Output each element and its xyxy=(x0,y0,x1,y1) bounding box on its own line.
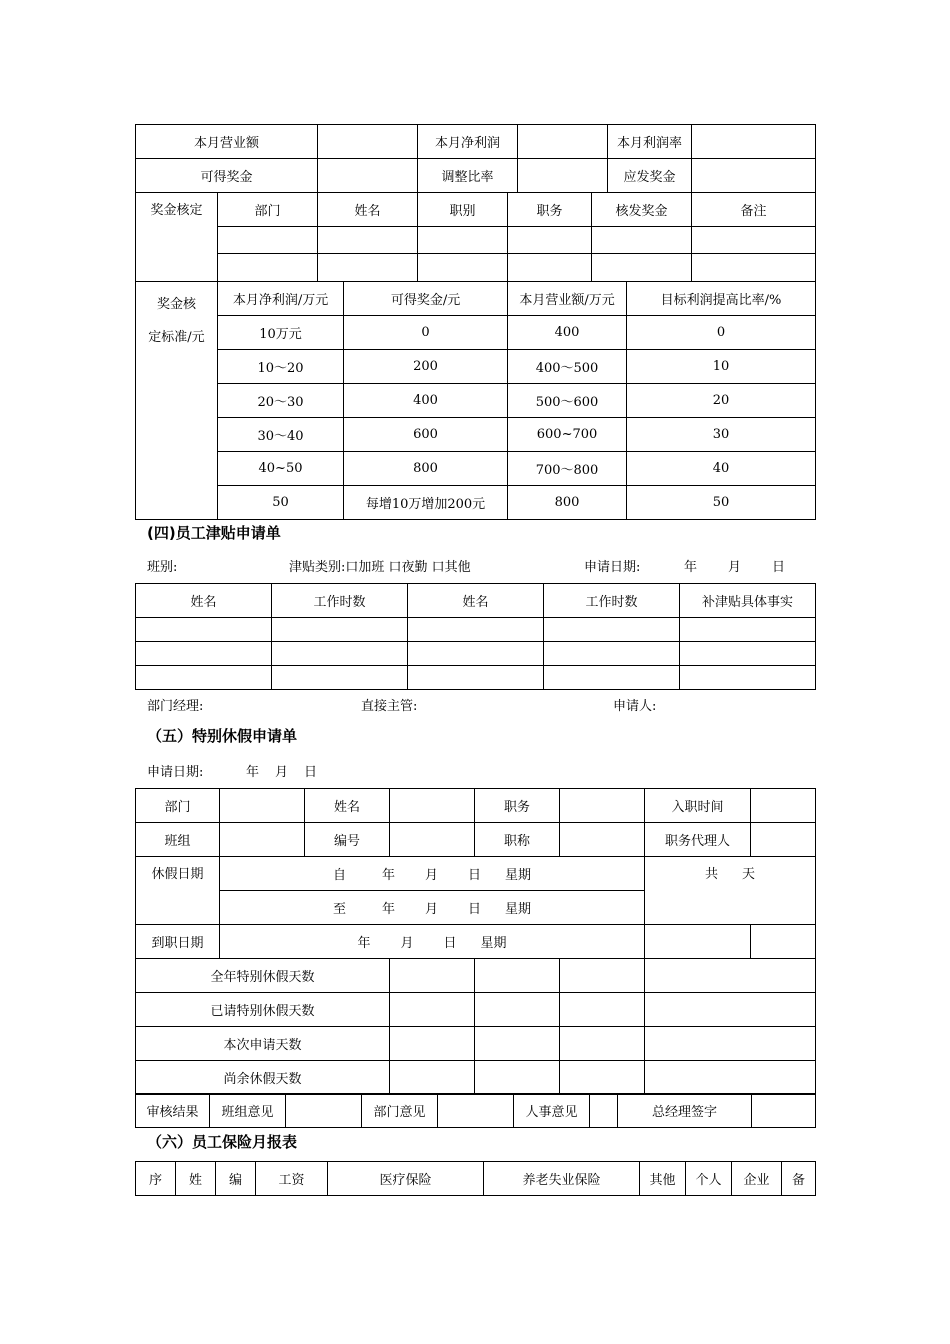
team-opinion-label: 班组意见 xyxy=(210,1094,286,1128)
insurance-table xyxy=(135,1161,816,1196)
allowance-manager-label: 部门经理: xyxy=(147,699,204,714)
standard-cell: 30～40 xyxy=(218,418,344,452)
ins-header-personal: 个人 xyxy=(686,1162,732,1196)
review-header-issued: 核发奖金 xyxy=(592,193,692,227)
leave-remaining-days-label: 尚余休假天数 xyxy=(136,1061,390,1095)
leave-report-weekday: 星期 xyxy=(480,936,507,951)
leave-cell[interactable] xyxy=(645,993,816,1027)
standard-cell: 50 xyxy=(627,486,816,520)
leave-cell[interactable] xyxy=(475,993,560,1027)
standard-cell: 600 xyxy=(344,418,508,452)
allowance-date-month: 月 xyxy=(728,560,742,575)
leave-from-year: 年 xyxy=(381,868,395,883)
leave-from-weekday: 星期 xyxy=(505,868,532,883)
leave-dept-label: 部门 xyxy=(136,789,220,823)
standard-cell: 10万元 xyxy=(218,316,344,350)
standard-cell: 0 xyxy=(627,316,816,350)
monthly-net-profit-label: 本月净利润 xyxy=(418,125,518,159)
leave-report-year: 年 xyxy=(357,936,371,951)
leave-period-to[interactable] xyxy=(220,891,645,925)
allowance-cell[interactable] xyxy=(680,666,816,690)
leave-to-year: 年 xyxy=(381,902,395,917)
standard-header-profit: 本月净利润/万元 xyxy=(218,282,344,316)
leave-cell[interactable] xyxy=(475,1027,560,1061)
leave-title: （五）特别休假申请单 xyxy=(147,727,298,745)
leave-report-month: 月 xyxy=(400,936,414,951)
hr-opinion-value[interactable] xyxy=(590,1094,618,1128)
review-cell[interactable] xyxy=(692,227,816,254)
review-cell[interactable] xyxy=(318,227,418,254)
standard-cell: 40 xyxy=(627,452,816,486)
standard-cell: 400 xyxy=(344,384,508,418)
ins-header-pension: 养老失业保险 xyxy=(484,1162,640,1196)
standard-cell: 200 xyxy=(344,350,508,384)
allowance-cell[interactable] xyxy=(680,618,816,642)
ins-header-code: 编 xyxy=(216,1162,256,1196)
leave-cell[interactable] xyxy=(390,993,475,1027)
review-cell[interactable] xyxy=(218,254,318,282)
allowance-header-hours-2: 工作时数 xyxy=(544,584,680,618)
standard-cell: 700～800 xyxy=(508,452,627,486)
allowance-title: (四)员工津贴申请单 xyxy=(147,524,281,542)
ins-header-salary: 工资 xyxy=(256,1162,328,1196)
leave-to-day: 日 xyxy=(468,902,482,917)
leave-date-month: 月 xyxy=(275,765,289,780)
ins-header-other: 其他 xyxy=(640,1162,686,1196)
leave-request-days-label: 本次申请天数 xyxy=(136,1027,390,1061)
leave-report-day: 日 xyxy=(443,936,457,951)
team-opinion-value[interactable] xyxy=(286,1094,362,1128)
leave-report-date[interactable] xyxy=(220,925,645,959)
review-cell[interactable] xyxy=(418,227,508,254)
ins-header-remark: 备 xyxy=(782,1162,816,1196)
leave-to-text: 至 xyxy=(332,902,346,917)
standard-header-revenue: 本月营业额/万元 xyxy=(508,282,627,316)
review-cell[interactable] xyxy=(692,254,816,282)
leave-cell[interactable] xyxy=(390,1027,475,1061)
dept-opinion-label: 部门意见 xyxy=(362,1094,438,1128)
leave-to-month: 月 xyxy=(425,902,439,917)
bonus-review-label: 奖金核定 xyxy=(136,193,218,282)
leave-hire-date-label: 入职时间 xyxy=(645,789,751,823)
standard-cell: 10 xyxy=(627,350,816,384)
allowance-table xyxy=(135,583,816,690)
standard-cell: 600~700 xyxy=(508,418,627,452)
leave-deputy-label: 职务代理人 xyxy=(645,823,751,857)
leave-cell[interactable] xyxy=(475,1061,560,1095)
review-cell[interactable] xyxy=(318,254,418,282)
standard-cell: 50 xyxy=(218,486,344,520)
review-header-dept: 部门 xyxy=(218,193,318,227)
dept-opinion-value[interactable] xyxy=(438,1094,514,1128)
allowance-cell[interactable] xyxy=(136,642,272,666)
available-bonus-value[interactable] xyxy=(318,159,418,193)
allowance-date-day: 日 xyxy=(772,560,786,575)
monthly-net-profit-value[interactable] xyxy=(518,125,608,159)
ins-header-name: 姓 xyxy=(176,1162,216,1196)
leave-cell[interactable] xyxy=(645,1027,816,1061)
allowance-type-label: 津贴类别:口加班 口夜勤 口其他 xyxy=(289,560,471,575)
standard-cell: 每增10万增加200元 xyxy=(344,486,508,520)
monthly-profit-rate-value[interactable] xyxy=(692,125,816,159)
available-bonus-label: 可得奖金 xyxy=(136,159,318,193)
adjust-ratio-label: 调整比率 xyxy=(418,159,518,193)
allowance-header-hours-1: 工作时数 xyxy=(272,584,408,618)
allowance-cell[interactable] xyxy=(136,666,272,690)
leave-annual-days-label: 全年特别休假天数 xyxy=(136,959,390,993)
gm-signature-label: 总经理签字 xyxy=(618,1094,752,1128)
leave-period-label: 休假日期 xyxy=(136,857,220,925)
ins-header-company: 企业 xyxy=(732,1162,782,1196)
allowance-cell[interactable] xyxy=(680,642,816,666)
leave-date-day: 日 xyxy=(304,765,318,780)
leave-team-value[interactable] xyxy=(220,823,305,857)
allowance-supervisor-label: 直接主管: xyxy=(361,699,418,714)
leave-from-text: 自 xyxy=(332,868,346,883)
leave-cell[interactable] xyxy=(645,925,751,959)
leave-title-value[interactable] xyxy=(560,823,645,857)
bonus-standard-label xyxy=(136,282,218,520)
bonus-table xyxy=(135,124,816,520)
leave-used-days-label: 已请特别休假天数 xyxy=(136,993,390,1027)
leave-date-year: 年 xyxy=(246,765,260,780)
review-cell[interactable] xyxy=(418,254,508,282)
leave-name-value[interactable] xyxy=(390,789,475,823)
leave-total-text-1: 共 xyxy=(705,867,719,882)
standard-header-ratio: 目标利润提高比率/% xyxy=(627,282,816,316)
review-header-rank: 职别 xyxy=(418,193,508,227)
standard-cell: 30 xyxy=(627,418,816,452)
leave-title-label: 职称 xyxy=(475,823,560,857)
standard-cell: 20～30 xyxy=(218,384,344,418)
allowance-cell[interactable] xyxy=(544,618,680,642)
leave-name-label: 姓名 xyxy=(305,789,390,823)
ins-header-seq: 序 xyxy=(136,1162,176,1196)
allowance-cell[interactable] xyxy=(408,666,544,690)
leave-total-text-2: 天 xyxy=(742,867,756,882)
monthly-revenue-value[interactable] xyxy=(318,125,418,159)
allowance-cell[interactable] xyxy=(408,618,544,642)
standard-cell: 0 xyxy=(344,316,508,350)
bonus-standard-label-line1: 奖金核 xyxy=(156,297,196,312)
leave-to-weekday: 星期 xyxy=(505,902,532,917)
leave-cell[interactable] xyxy=(560,993,645,1027)
standard-header-bonus: 可得奖金/元 xyxy=(344,282,508,316)
review-header-remark: 备注 xyxy=(692,193,816,227)
review-header-position: 职务 xyxy=(508,193,592,227)
allowance-date-label: 申请日期: xyxy=(584,560,641,575)
allowance-date-year: 年 xyxy=(684,560,698,575)
leave-review-table xyxy=(135,1093,816,1128)
bonus-standard-label-line2: 定标准/元 xyxy=(148,330,205,345)
payable-bonus-label: 应发奖金 xyxy=(608,159,692,193)
allowance-cell[interactable] xyxy=(408,642,544,666)
allowance-header-name-2: 姓名 xyxy=(408,584,544,618)
allowance-cell[interactable] xyxy=(272,642,408,666)
review-cell[interactable] xyxy=(592,227,692,254)
allowance-applicant-label: 申请人: xyxy=(613,699,657,714)
review-header-name: 姓名 xyxy=(318,193,418,227)
allowance-class-label: 班别: xyxy=(147,560,178,575)
allowance-cell[interactable] xyxy=(544,642,680,666)
leave-from-day: 日 xyxy=(468,868,482,883)
leave-cell[interactable] xyxy=(560,959,645,993)
review-cell[interactable] xyxy=(218,227,318,254)
leave-position-value[interactable] xyxy=(560,789,645,823)
leave-team-label: 班组 xyxy=(136,823,220,857)
leave-date-label: 申请日期: xyxy=(147,765,204,780)
leave-cell[interactable] xyxy=(390,959,475,993)
leave-period-from[interactable] xyxy=(220,857,645,891)
review-result-label: 审核结果 xyxy=(136,1094,210,1128)
standard-cell: 500～600 xyxy=(508,384,627,418)
standard-cell: 20 xyxy=(627,384,816,418)
leave-position-label: 职务 xyxy=(475,789,560,823)
leave-from-month: 月 xyxy=(425,868,439,883)
allowance-cell[interactable] xyxy=(544,666,680,690)
standard-cell: 400 xyxy=(508,316,627,350)
standard-cell: 10～20 xyxy=(218,350,344,384)
leave-table xyxy=(135,788,816,1095)
leave-deputy-value[interactable] xyxy=(751,823,816,857)
standard-cell: 800 xyxy=(344,452,508,486)
allowance-cell[interactable] xyxy=(272,666,408,690)
allowance-cell[interactable] xyxy=(272,618,408,642)
hr-opinion-label: 人事意见 xyxy=(514,1094,590,1128)
leave-cell[interactable] xyxy=(560,1027,645,1061)
allowance-cell[interactable] xyxy=(136,618,272,642)
review-cell[interactable] xyxy=(508,254,592,282)
gm-signature-value[interactable] xyxy=(752,1094,816,1128)
insurance-title: （六）员工保险月报表 xyxy=(147,1133,298,1151)
leave-total-days[interactable] xyxy=(645,857,816,925)
leave-cell[interactable] xyxy=(475,959,560,993)
review-cell[interactable] xyxy=(508,227,592,254)
leave-cell[interactable] xyxy=(390,1061,475,1095)
leave-cell[interactable] xyxy=(751,925,816,959)
standard-cell: 400～500 xyxy=(508,350,627,384)
leave-hire-date-value[interactable] xyxy=(751,789,816,823)
leave-number-value[interactable] xyxy=(390,823,475,857)
leave-report-label: 到职日期 xyxy=(136,925,220,959)
adjust-ratio-value[interactable] xyxy=(518,159,608,193)
ins-header-medical: 医疗保险 xyxy=(328,1162,484,1196)
leave-dept-value[interactable] xyxy=(220,789,305,823)
payable-bonus-value[interactable] xyxy=(692,159,816,193)
monthly-revenue-label: 本月营业额 xyxy=(136,125,318,159)
leave-number-label: 编号 xyxy=(305,823,390,857)
allowance-header-name-1: 姓名 xyxy=(136,584,272,618)
standard-cell: 800 xyxy=(508,486,627,520)
standard-cell: 40~50 xyxy=(218,452,344,486)
leave-cell[interactable] xyxy=(560,1061,645,1095)
leave-cell[interactable] xyxy=(645,1061,816,1095)
leave-cell[interactable] xyxy=(645,959,816,993)
allowance-header-facts: 补津贴具体事实 xyxy=(680,584,816,618)
review-cell[interactable] xyxy=(592,254,692,282)
monthly-profit-rate-label: 本月利润率 xyxy=(608,125,692,159)
